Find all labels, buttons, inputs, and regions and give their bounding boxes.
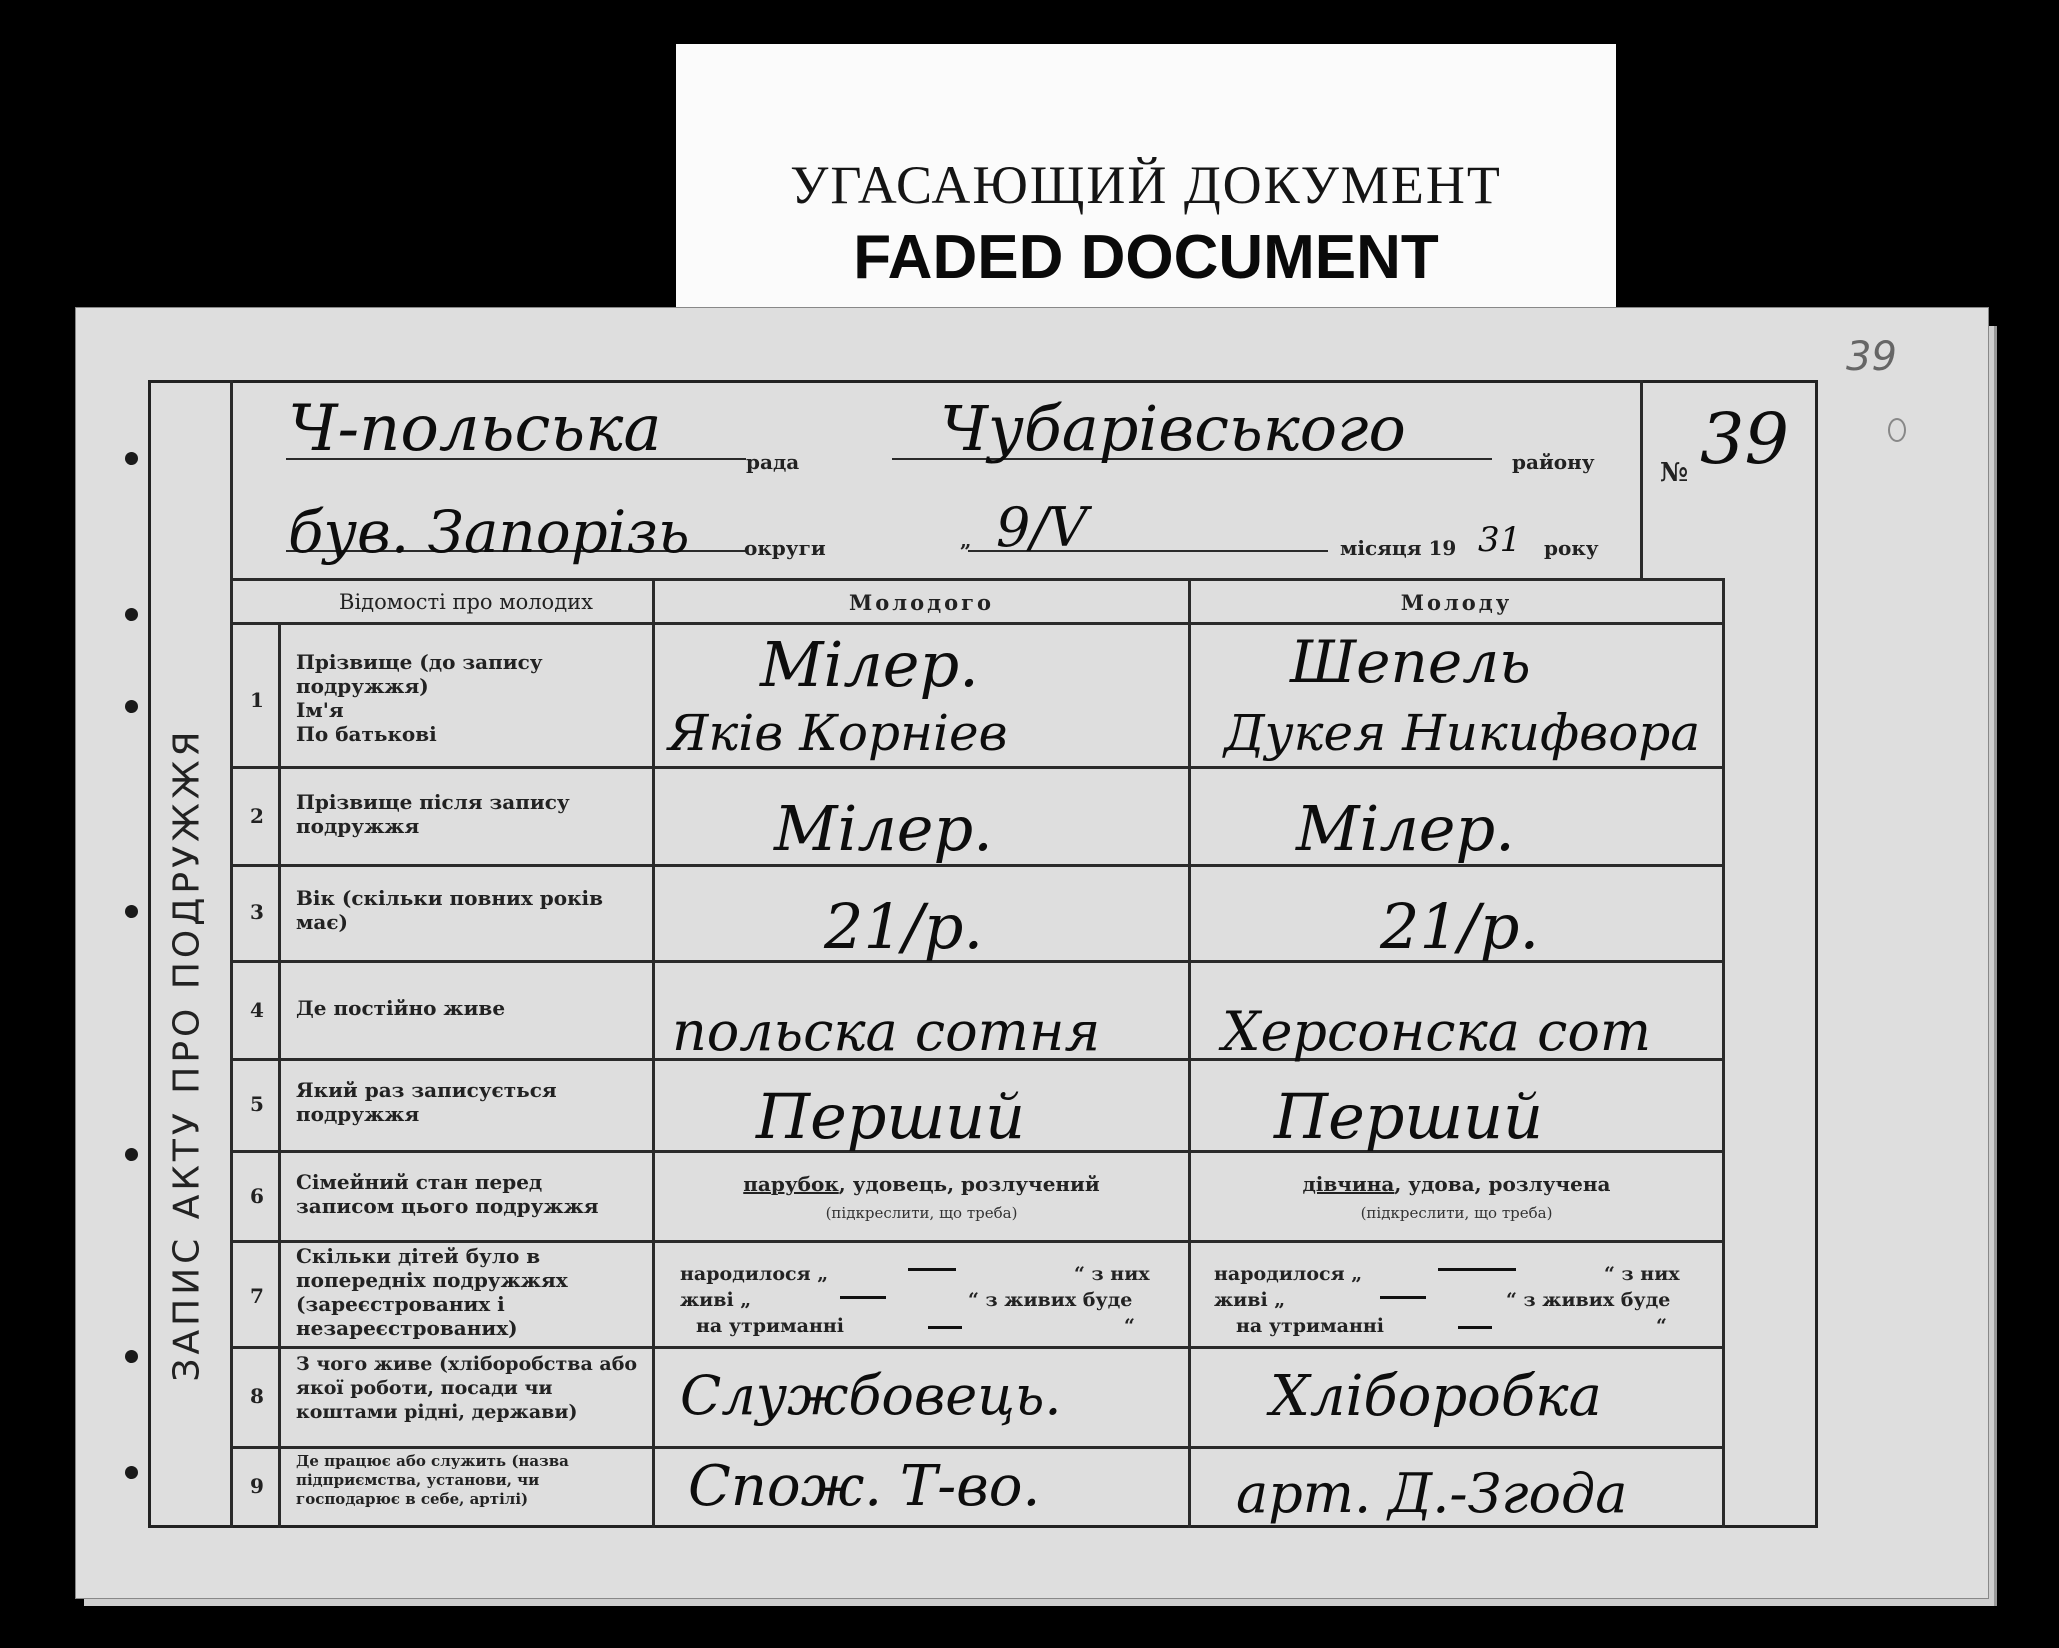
groom-status-options [655, 1172, 1188, 1196]
divider [1188, 580, 1191, 1528]
binder-hole [125, 700, 138, 713]
row-number: 9 [250, 1474, 264, 1498]
row-number: 5 [250, 1092, 264, 1116]
bride-marriage-count: Перший [1274, 1080, 1544, 1153]
divider [230, 1446, 1725, 1449]
day-value: 9/V [996, 496, 1088, 559]
vertical-title [152, 584, 222, 1524]
bride-age: 21/р. [1380, 890, 1540, 963]
divider [230, 1346, 1725, 1349]
faded-document-notice [676, 44, 1616, 316]
row-label: Який раз записується подружжя [296, 1078, 557, 1126]
bride-status-note: (підкреслити, що треба) [1360, 1204, 1553, 1222]
row-label: Прізвище (до запису подружжя) Ім'я По батькові [296, 650, 543, 746]
divider [1640, 380, 1643, 580]
column-header-info: Відомості про молодих [339, 590, 593, 614]
row-label: Скільки дітей було в попередніх подружжях (зареєстрованих і незареєстрованих) [296, 1244, 568, 1340]
divider [230, 766, 1725, 769]
groom-children-quote: “ [1124, 1315, 1135, 1337]
groom-name: Яків Корніев [668, 704, 1008, 762]
day-quote: „ [960, 528, 972, 552]
groom-children-dependent: на утриманні [696, 1315, 844, 1337]
bride-maiden-surname: Шепель [1290, 628, 1531, 696]
vertical-title-text: ЗАПИС АКТУ ПРО ПОДРУЖЖЯ [166, 726, 208, 1382]
divider [278, 622, 281, 1528]
groom-children-of-them: “ з них [1074, 1263, 1150, 1285]
column-header-groom: Молодого [849, 590, 994, 615]
groom-status-selected: парубок [743, 1172, 839, 1196]
bride-name: Дукея Никифвора [1224, 704, 1701, 762]
year-value: 31 [1478, 520, 1522, 560]
record-number: 39 [1700, 398, 1790, 480]
groom-surname: Мілер. [760, 628, 979, 701]
notice-russian: УГАСАЮЩИЙ ДОКУМЕНТ [790, 155, 1502, 215]
groom-status-other: , удовець, розлучений [838, 1172, 1100, 1196]
groom-workplace: Спож. Т-во. [688, 1454, 1041, 1519]
groom-children-born-dash [908, 1268, 956, 1271]
divider [230, 1240, 1725, 1243]
groom-new-surname: Мілер. [774, 792, 993, 865]
notice-english: FADED DOCUMENT [853, 223, 1439, 292]
divider [230, 380, 233, 1528]
bride-children-quote: “ [1656, 1315, 1667, 1337]
binder-hole [125, 905, 138, 918]
binder-hole [125, 1148, 138, 1161]
rada-value: Ч-польська [288, 392, 662, 466]
groom-age: 21/р. [824, 890, 984, 963]
binder-hole [125, 452, 138, 465]
row-number: 6 [250, 1184, 264, 1208]
district-label: району [1512, 450, 1595, 474]
groom-children-dependent-dash [928, 1326, 962, 1329]
groom-status-note: (підкреслити, що треба) [825, 1204, 1018, 1222]
okrug-value: був. Запорізь [288, 498, 690, 566]
groom-children-of-alive: “ з живих буде [968, 1289, 1133, 1311]
pencil-mark [1888, 418, 1906, 442]
binder-hole [125, 1466, 138, 1479]
row-number: 1 [250, 688, 264, 712]
groom-children-alive-dash [840, 1296, 886, 1299]
groom-marriage-count: Перший [756, 1080, 1026, 1153]
divider [230, 578, 1725, 581]
bride-children-dependent: на утриманні [1236, 1315, 1384, 1337]
row-label: З чого живе (хліборобства або якої роботи, посади чи коштами рідні, держави) [296, 1353, 638, 1423]
divider [652, 580, 655, 1528]
row-label: Прізвище після запису подружжя [296, 790, 570, 838]
bride-children-of-them: “ з них [1604, 1263, 1680, 1285]
row-label: Вік (скільки повних років має) [296, 886, 604, 934]
year-label: року [1544, 536, 1599, 560]
groom-residence: польска сотня [672, 1000, 1101, 1063]
binder-hole [125, 608, 138, 621]
okrug-label: округи [744, 536, 826, 560]
groom-children-alive: живі „ [680, 1289, 752, 1311]
bride-status-selected: дівчина [1302, 1172, 1395, 1196]
row-label: Де постійно живе [296, 996, 506, 1020]
column-header-bride: Молоду [1400, 590, 1513, 615]
bride-children-born-dash [1438, 1268, 1516, 1271]
bride-status-other: , удова, розлучена [1394, 1172, 1611, 1196]
row-number: 3 [250, 900, 264, 924]
bride-residence: Херсонска сот [1222, 1000, 1652, 1063]
month-label: місяця 19 [1340, 536, 1457, 560]
rada-label: рада [746, 450, 800, 474]
bride-new-surname: Мілер. [1296, 792, 1515, 865]
row-number: 2 [250, 804, 264, 828]
bride-children-alive: живі „ [1214, 1289, 1286, 1311]
bride-children-born: народилося „ [1214, 1263, 1363, 1285]
bride-occupation: Хліборобка [1270, 1364, 1602, 1429]
groom-occupation: Службовець. [680, 1364, 1062, 1427]
row-number: 4 [250, 998, 264, 1022]
bride-workplace: арт. Д.-Згода [1236, 1462, 1628, 1525]
district-value: Чубарівського [940, 392, 1406, 465]
row-label: Де працює або служить (назва підприємства, установи, чи господарює в себе, артілі) [296, 1452, 569, 1508]
row-label: Сімейний стан перед записом цього подружжя [296, 1170, 599, 1218]
bride-children-alive-dash [1380, 1296, 1426, 1299]
bride-children-of-alive: “ з живих буде [1506, 1289, 1671, 1311]
bride-children-dependent-dash [1458, 1326, 1492, 1329]
row-number: 8 [250, 1384, 264, 1408]
archive-page-number: 39 [1846, 334, 1897, 380]
row-number: 7 [250, 1284, 264, 1308]
groom-children-born: народилося „ [680, 1263, 829, 1285]
bride-status-options [1191, 1172, 1722, 1196]
number-label: № [1660, 458, 1689, 488]
divider [230, 622, 1725, 625]
binder-hole [125, 1350, 138, 1363]
divider [1722, 580, 1725, 1528]
